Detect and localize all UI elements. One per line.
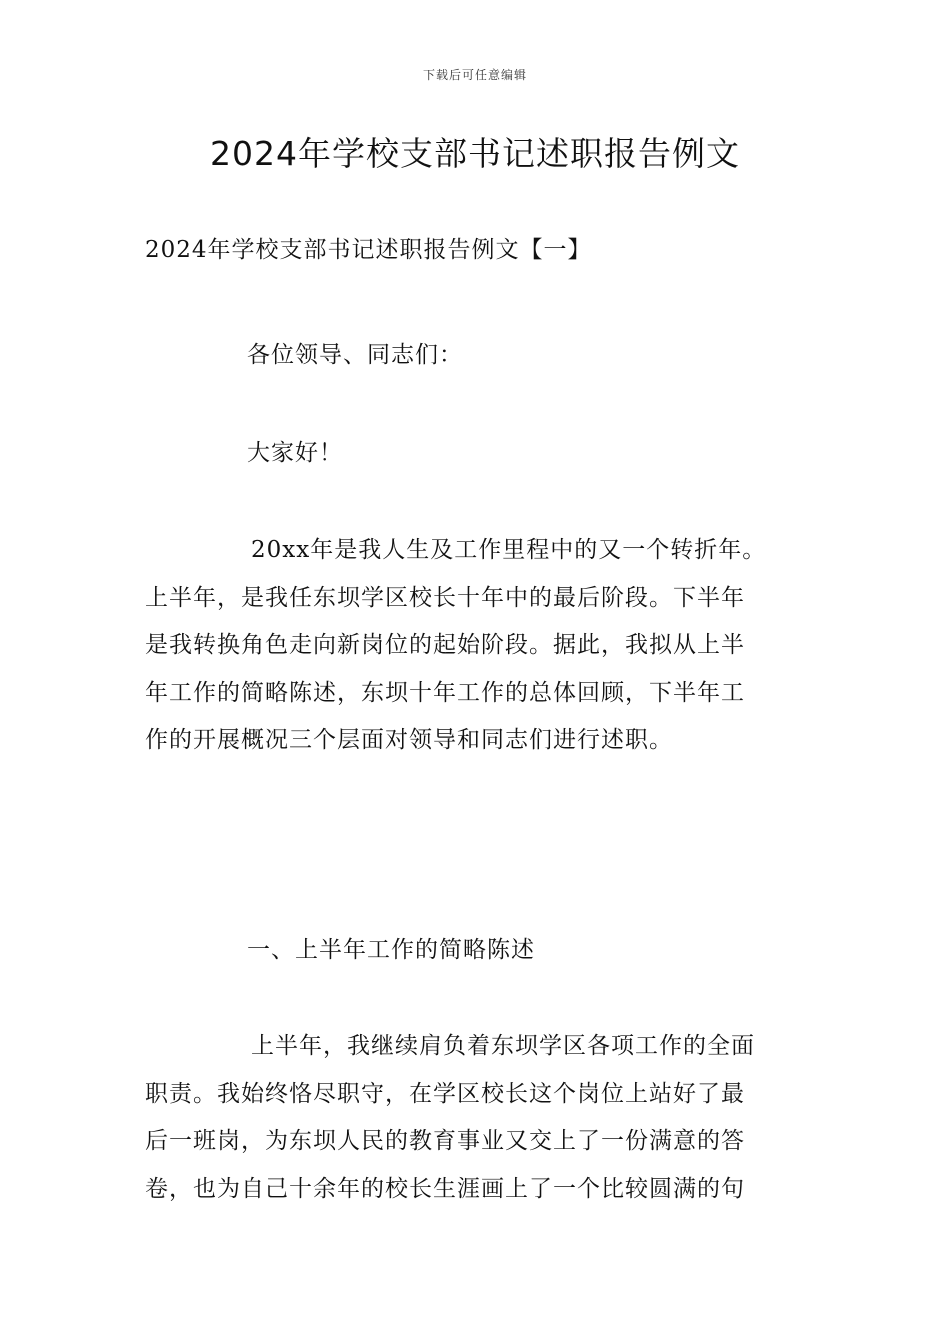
header-note: 下载后可任意编辑 (422, 68, 527, 82)
section-title: 2024年学校支部书记述职报告例文【一】 (145, 237, 592, 263)
paragraph-intro (145, 527, 805, 765)
paragraph-part-one (145, 1023, 805, 1213)
paragraph-line: 上半年，是我任东坝学区校长十年中的最后阶段。下半年 (145, 584, 745, 611)
greeting: 各位领导、同志们： (247, 342, 463, 368)
heading-part-one: 一、上半年工作的简略陈述 (247, 937, 535, 963)
paragraph-line: 职责。我始终恪尽职守，在学区校长这个岗位上站好了最 (145, 1080, 745, 1107)
paragraph-line: 后一班岗，为东坝人民的教育事业又交上了一份满意的答 (145, 1128, 745, 1154)
paragraph-line: 卷，也为自己十余年的校长生涯画上了一个比较圆满的句 (145, 1175, 745, 1202)
document-title: 2024年学校支部书记述职报告例文 (210, 134, 740, 173)
paragraph-line: 20xx年是我人生及工作里程中的又一个转折年。 (251, 537, 767, 563)
salutation: 大家好！ (247, 440, 343, 466)
paragraph-line: 是我转换角色走向新岗位的起始阶段。据此，我拟从上半 (145, 632, 745, 658)
paragraph-line: 年工作的简略陈述，东坝十年工作的总体回顾，下半年工 (145, 679, 745, 706)
paragraph-line: 作的开展概况三个层面对领导和同志们进行述职。 (145, 727, 673, 753)
paragraph-line: 上半年，我继续肩负着东坝学区各项工作的全面 (251, 1033, 755, 1059)
